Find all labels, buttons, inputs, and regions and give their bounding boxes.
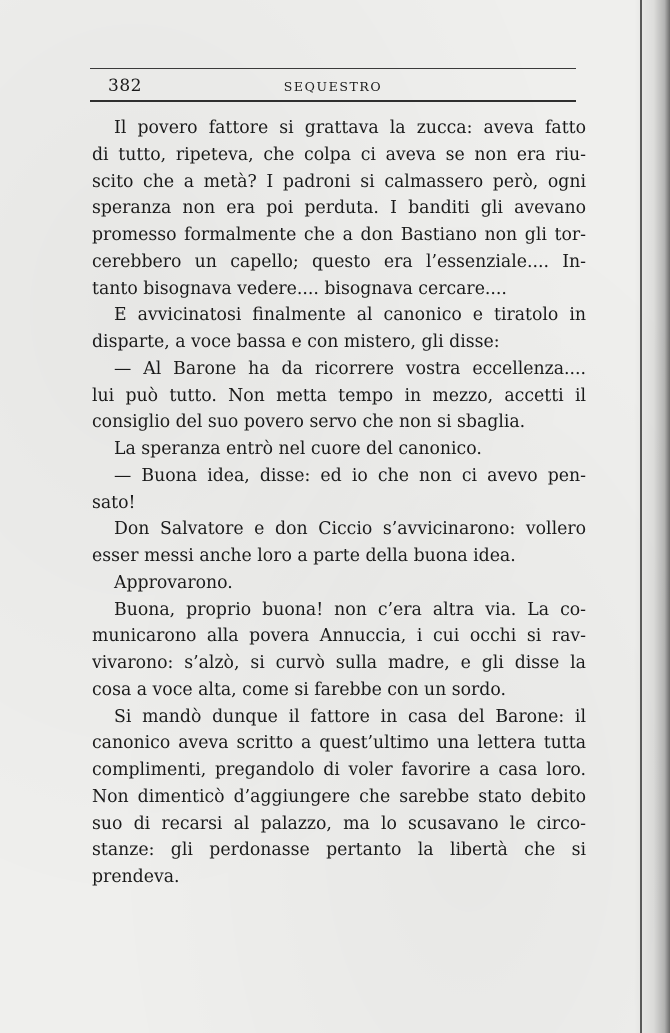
header-rule-top [90, 68, 576, 69]
text-line: scito che a metà? I padroni si calmassero però, ogni [92, 171, 586, 192]
text-line: cerebbero un capello; questo era l’essenziale.... In- [92, 251, 586, 272]
header-rule-bottom [90, 100, 576, 102]
body-text [92, 115, 586, 891]
text-line: prendeva. [92, 867, 180, 887]
text-line: — Buona idea, disse: ed io che non ci avevo pen- [114, 465, 586, 486]
text-line: lui può tutto. Non metta tempo in mezzo, accetti il [92, 385, 586, 406]
text-line: Il povero fattore si grattava la zucca: aveva fatto [114, 118, 586, 138]
text-line: speranza non era poi perduta. I banditi gli avevano [92, 198, 586, 219]
page-binding-edge [640, 0, 642, 1033]
running-title: SEQUESTRO [283, 79, 383, 94]
text-line: esser messi anche loro a parte della buona idea. [92, 546, 516, 566]
text-line: municarono alla povera Annuccia, i cui occhi si rav- [92, 626, 586, 647]
text-line: Si mandò dunque il fattore in casa del Barone: il [114, 706, 586, 727]
text-line: cosa a voce alta, come si farebbe con un sordo. [92, 679, 506, 700]
text-line: Approvarono. [114, 572, 233, 593]
text-line: stanze: gli perdonasse pertanto la libertà che si [92, 840, 586, 861]
text-line: di tutto, ripeteva, che colpa ci aveva se non era riu- [92, 144, 586, 165]
text-line: Don Salvatore e don Ciccio s’avvicinarono: vollero [114, 519, 586, 540]
text-line: sato! [92, 492, 136, 513]
text-line: complimenti, pregandolo di voler favorire a casa loro. [92, 760, 586, 780]
text-line: E avvicinatosi finalmente al canonico e tiratolo in [114, 305, 586, 326]
page-number: 382 [108, 76, 142, 96]
text-line: promesso formalmente che a don Bastiano non gli tor- [92, 225, 586, 245]
text-line: canonico aveva scritto a quest’ultimo una lettera tutta [92, 733, 586, 754]
text-line: Buona, proprio buona! non c’era altra via. La co- [114, 599, 586, 620]
text-line: consiglio del suo povero servo che non si sbaglia. [92, 412, 526, 433]
text-line: Non dimenticò d’aggiungere che sarebbe stato debito [92, 786, 586, 807]
text-line: suo di recarsi al palazzo, ma lo scusavano le circo- [92, 813, 586, 834]
text-line: tanto bisognava vedere.... bisognava cercare.... [92, 278, 507, 299]
text-line: — Al Barone ha da ricorrere vostra eccellenza.... [114, 358, 586, 379]
running-header [90, 76, 576, 100]
text-line: La speranza entrò nel cuore del canonico. [114, 439, 482, 459]
text-line: vivarono: s’alzò, si curvò sulla madre, e gli disse la [92, 653, 586, 673]
text-line: disparte, a voce bassa e con mistero, gli disse: [92, 332, 500, 352]
